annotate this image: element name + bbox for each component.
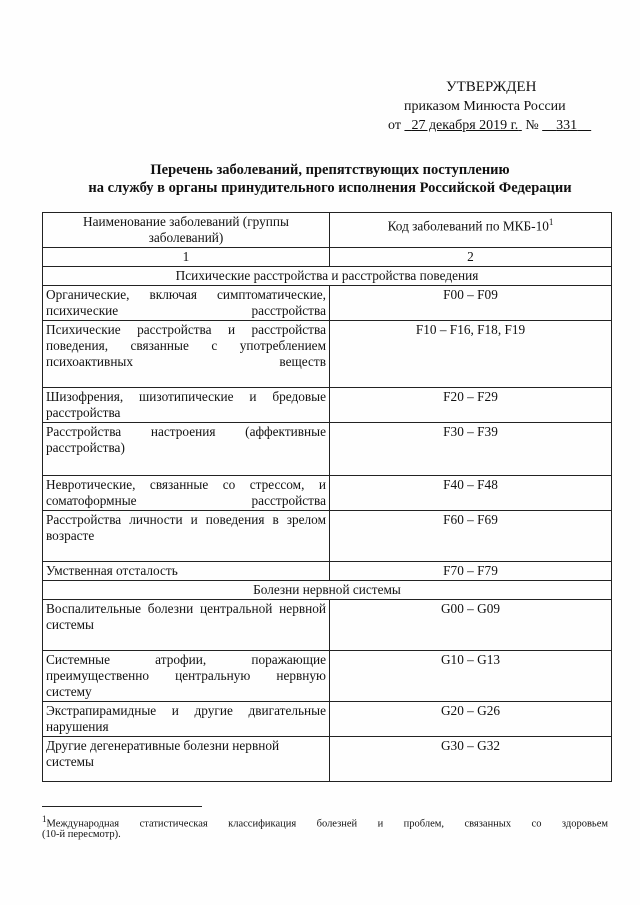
- footnote-line-2: (10-й пересмотр).: [42, 829, 121, 840]
- col1-number: 1: [43, 248, 330, 267]
- col2-number: 2: [330, 248, 612, 267]
- table-header-row: [43, 213, 612, 248]
- table-row: [43, 511, 612, 562]
- section-title: Психические расстройства и расстройства поведения: [43, 267, 612, 286]
- disease-name: Экстрапирамидные и другие двигательные нарушения: [43, 702, 330, 737]
- disease-name: Шизофрения, шизотипические и бредовые расстройства: [43, 388, 330, 423]
- approval-date-line: [380, 116, 600, 135]
- table-row: [43, 388, 612, 423]
- disease-code: F30 – F39: [330, 423, 612, 476]
- disease-code: G00 – G09: [330, 600, 612, 651]
- title-line-1: Перечень заболеваний, препятствующих поступлению: [150, 162, 510, 178]
- disease-code: G10 – G13: [330, 651, 612, 702]
- disease-name: Невротические, связанные со стрессом, и соматоформные расстройства: [43, 476, 330, 511]
- table-row: [43, 476, 612, 511]
- disease-code: G30 – G32: [330, 737, 612, 782]
- disease-code: F20 – F29: [330, 388, 612, 423]
- disease-name: Другие дегенеративные болезни нервной системы: [43, 737, 330, 782]
- approval-date: 27 декабря 2019 г.: [411, 118, 519, 133]
- approval-block: [380, 78, 600, 135]
- table-row: [43, 286, 612, 321]
- footnote-mark: 1: [42, 814, 47, 824]
- disease-code: F70 – F79: [330, 562, 612, 581]
- table-row: [43, 651, 612, 702]
- document-title: [50, 161, 610, 197]
- disease-name: Воспалительные болезни центральной нервной системы: [43, 600, 330, 651]
- table-row: [43, 562, 612, 581]
- section-title: Болезни нервной системы: [43, 581, 612, 600]
- approval-number-prefix: №: [525, 118, 539, 133]
- footnote-line-1: $^1$Международная статистическая классификация болезней и проблем, связанных со здоровьем: [42, 814, 608, 830]
- approval-from-prefix: от: [388, 118, 401, 133]
- col1-header: Наименование заболеваний (группы заболеваний): [43, 213, 330, 248]
- disease-name: Умственная отсталость: [43, 562, 330, 581]
- table-row: [43, 702, 612, 737]
- section-row: [43, 267, 612, 286]
- table-row: [43, 600, 612, 651]
- table-row: [43, 423, 612, 476]
- disease-code: F10 – F16, F18, F19: [330, 321, 612, 388]
- disease-name: Системные атрофии, поражающие преимущественно центральную нервную систему: [43, 651, 330, 702]
- section-row: [43, 581, 612, 600]
- disease-name: Расстройства настроения (аффективные расстройства): [43, 423, 330, 476]
- disease-name: Органические, включая симптоматические, психические расстройства: [43, 286, 330, 321]
- disease-code: F60 – F69: [330, 511, 612, 562]
- approval-word: УТВЕРЖДЕН: [446, 79, 537, 95]
- disease-code: G20 – G26: [330, 702, 612, 737]
- approval-number: 331: [556, 118, 578, 133]
- disease-name: Расстройства личности и поведения в зрелом возрасте: [43, 511, 330, 562]
- title-line-2: на службу в органы принудительного исполнения Российской Федерации: [88, 180, 572, 196]
- disease-code: F40 – F48: [330, 476, 612, 511]
- table-number-row: [43, 248, 612, 267]
- footnote-separator: [42, 806, 202, 807]
- col2-header: Код заболеваний по МКБ-$10^1$: [330, 213, 612, 248]
- disease-code: F00 – F09: [330, 286, 612, 321]
- disease-name: Психические расстройства и расстройства поведения, связанные с употреблением психоактивных веществ: [43, 321, 330, 388]
- diseases-table: [42, 212, 612, 782]
- table-row: [43, 737, 612, 782]
- footnote-ref: 1: [548, 217, 554, 227]
- table-row: [43, 321, 612, 388]
- approval-order: приказом Минюста России: [404, 99, 566, 114]
